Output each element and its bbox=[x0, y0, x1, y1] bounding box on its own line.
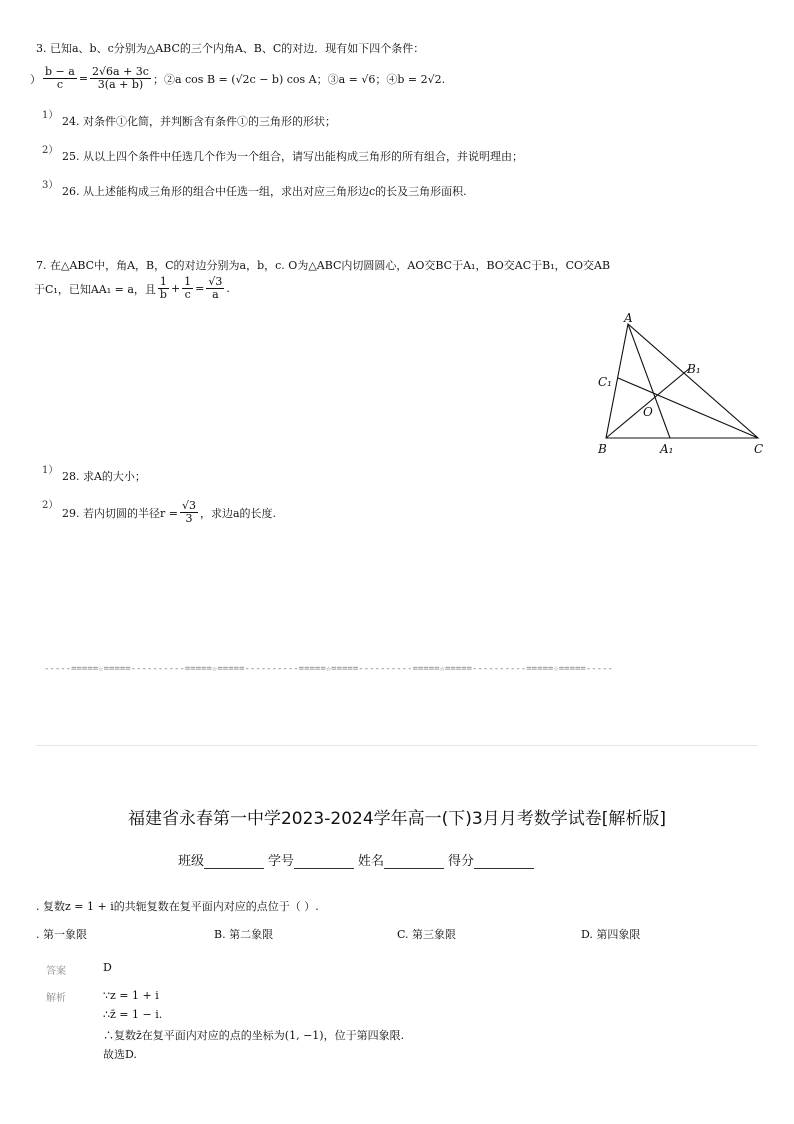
q7-sub2 bbox=[62, 500, 276, 525]
q7-frac3-num: √3 bbox=[208, 275, 223, 288]
segment-cc1 bbox=[618, 378, 758, 438]
q7-eq: = bbox=[195, 282, 205, 296]
label-a: A bbox=[624, 311, 633, 325]
q1-option-c: C. 第三象限 bbox=[397, 928, 457, 941]
q3-cond1-rfrac bbox=[90, 66, 151, 91]
q7-plus: + bbox=[170, 282, 181, 296]
page-divider bbox=[36, 745, 758, 746]
q3-sub3: 26. 从上述能构成三角形的组合中任选一组，求出对应三角形边c的长及三角形面积. bbox=[62, 185, 467, 198]
q3-cond1-num: b − a bbox=[45, 65, 75, 78]
student-info-row bbox=[178, 850, 538, 869]
q7-sub1-num: 1） bbox=[42, 465, 59, 476]
name-blank[interactable] bbox=[384, 868, 444, 869]
page-title: 福建省永春第一中学2023-2024学年高一(下)3月月考数学试卷[解析版] bbox=[127, 809, 666, 829]
q3-cond1-den: c bbox=[56, 78, 63, 92]
q7-frac1 bbox=[158, 276, 169, 301]
q3-cond-prefix: ） bbox=[30, 72, 41, 86]
answer-label: 答案 bbox=[46, 966, 66, 977]
q7-frac2-den: c bbox=[184, 288, 191, 302]
q3-intro: 3. 已知a、b、c分别为△ABC的三个内角A、B、C的对边．现有如下四个条件： bbox=[36, 42, 425, 55]
score-label: 得分 bbox=[448, 854, 475, 869]
analysis-line-4: 故选D. bbox=[103, 1048, 137, 1061]
q7-frac3-den: a bbox=[212, 288, 219, 302]
score-blank[interactable] bbox=[474, 868, 534, 869]
analysis-line-2: ∴z̄ = 1 − i. bbox=[103, 1008, 163, 1021]
q7-sub2-text-b: ，求边a的长度. bbox=[199, 506, 277, 520]
q7-intro: 7. 在△ABC中，角A，B，C的对边分别为a，b，c. O为△ABC内切圆圆心，AO交BC于A₁，BO交AC于B₁，CO交AB bbox=[36, 259, 611, 272]
label-o: O bbox=[643, 405, 653, 419]
id-label: 学号 bbox=[268, 854, 295, 869]
q7-sub2-num: 2） bbox=[42, 500, 59, 511]
q3-cond1-frac bbox=[43, 66, 77, 91]
q3-sub2-num: 2） bbox=[42, 145, 59, 156]
q3-cond1-rnum: 2√6a + 3c bbox=[92, 65, 149, 78]
segment-aa1 bbox=[628, 324, 670, 438]
q3-conditions bbox=[30, 66, 445, 91]
q3-sub2: 25. 从以上四个条件中任选几个作为一个组合，请写出能构成三角形的所有组合，并说明理由； bbox=[62, 150, 523, 163]
q1-option-d: D. 第四象限 bbox=[581, 928, 641, 941]
triangle-abc bbox=[606, 324, 758, 438]
q7-sub2-text-a: 29. 若内切圆的半径r = bbox=[62, 506, 178, 520]
name-label: 姓名 bbox=[358, 854, 385, 869]
class-blank[interactable] bbox=[204, 868, 264, 869]
q7-frac1-num: 1 bbox=[159, 275, 167, 288]
section-separator: -----=====☆=====----------=====☆=====----------=====☆=====----------=====☆=====----------=====☆=====----- bbox=[44, 664, 613, 674]
q7-frac1-den: b bbox=[159, 288, 167, 302]
q7-r-num: √3 bbox=[181, 499, 196, 512]
q3-sub3-num: 3） bbox=[42, 180, 59, 191]
answer-value: D bbox=[103, 961, 112, 974]
analysis-label: 解析 bbox=[46, 993, 66, 1004]
label-b1: B₁ bbox=[687, 362, 701, 376]
q7-frac2-num: 1 bbox=[184, 275, 192, 288]
q3-cond1-rden: 3(a + b) bbox=[97, 78, 144, 92]
label-c1: C₁ bbox=[598, 375, 612, 389]
q7-end: . bbox=[226, 282, 230, 296]
q7-line2 bbox=[34, 276, 230, 301]
triangle-figure bbox=[590, 310, 765, 460]
label-a1: A₁ bbox=[660, 442, 674, 456]
q3-cond-rest: ；②a cos B = (√2c − b) cos A；③a = √6；④b = 2√2. bbox=[152, 72, 446, 86]
class-label: 班级 bbox=[178, 854, 205, 869]
q7-r-den: 3 bbox=[185, 512, 193, 526]
q3-cond1-eq: = bbox=[78, 72, 89, 86]
analysis-line-1: ∵z = 1 + i bbox=[103, 989, 159, 1002]
analysis-line-3: ∴复数z̄在复平面内对应的点的坐标为(1, −1)，位于第四象限. bbox=[103, 1029, 405, 1042]
label-b: B bbox=[598, 442, 607, 456]
id-blank[interactable] bbox=[294, 868, 354, 869]
q7-frac2 bbox=[182, 276, 193, 301]
q7-line2-text: 于C₁，已知AA₁ = a，且 bbox=[34, 282, 156, 296]
q3-sub1-num: 1） bbox=[42, 110, 59, 121]
q1-option-a: . 第一象限 bbox=[36, 928, 87, 941]
q7-frac3 bbox=[206, 276, 224, 301]
q3-sub1: 24. 对条件①化简，并判断含有条件①的三角形的形状； bbox=[62, 115, 336, 128]
q7-sub1: 28. 求A的大小； bbox=[62, 470, 146, 483]
q1-stem: . 复数z = 1 + i的共轭复数在复平面内对应的点位于（ ）. bbox=[36, 900, 319, 913]
q1-option-b: B. 第二象限 bbox=[214, 928, 274, 941]
label-c: C bbox=[754, 442, 764, 456]
q7-r-frac bbox=[180, 500, 198, 525]
